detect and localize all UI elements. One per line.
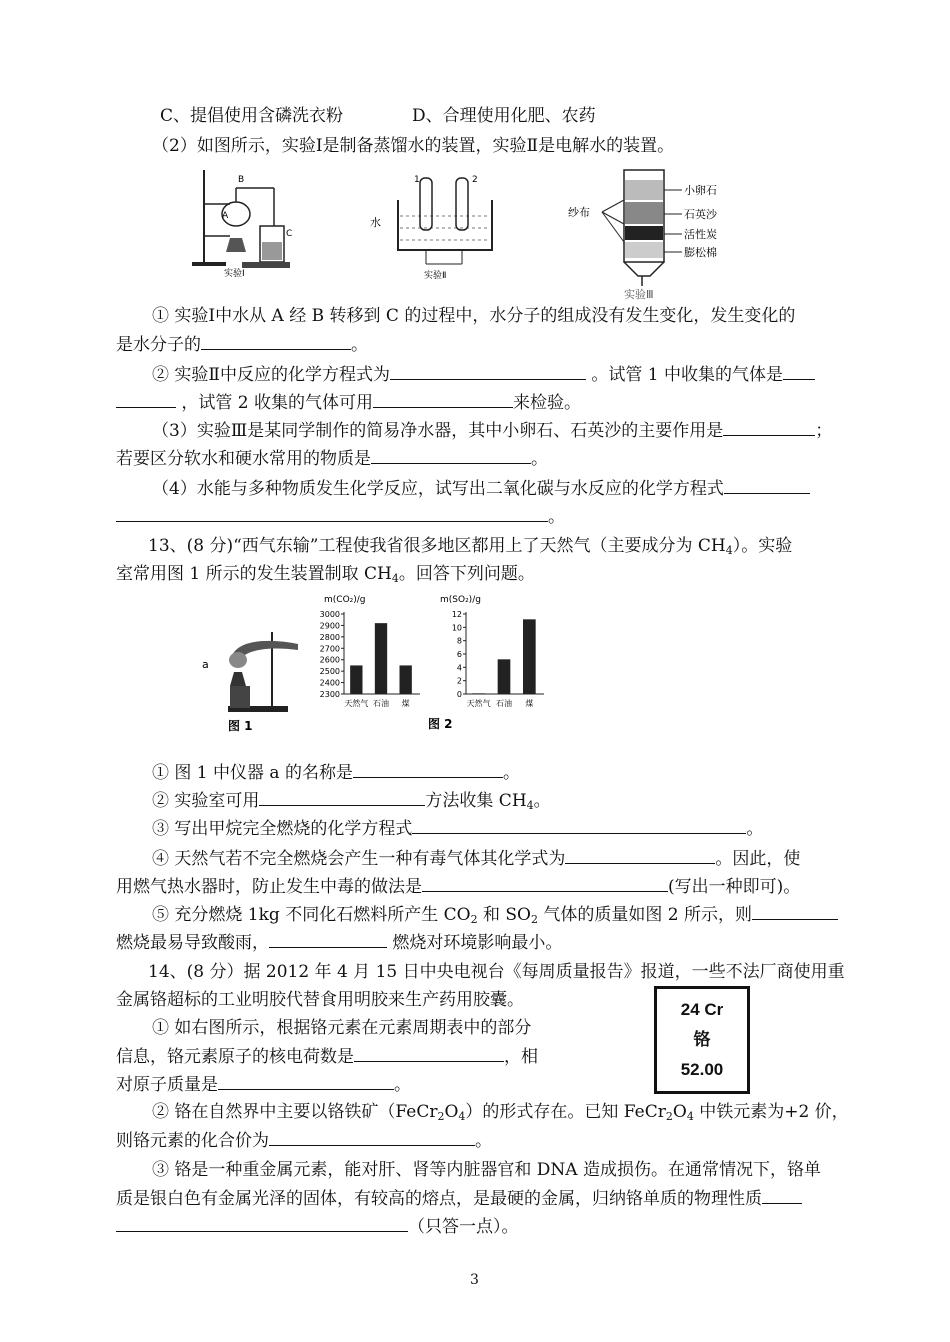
q14-intro-line2: 金属铬超标的工业明胶代替食用明胶来生产药用胶囊。 xyxy=(116,990,524,1010)
blank[interactable] xyxy=(371,446,531,464)
figure-1-caption: 图 1 xyxy=(228,719,253,733)
q14-s1-line3: 对原子质量是 。 xyxy=(116,1072,411,1097)
blank[interactable] xyxy=(116,504,548,522)
label-b: B xyxy=(238,175,245,185)
q13-s4-line2: 用燃气热水器时，防止发生中毒的做法是 (写出一种即可)。 xyxy=(116,874,800,899)
q14-s3-line3: （只答一点）。 xyxy=(116,1214,519,1239)
chart1-bar xyxy=(400,665,412,694)
blank[interactable] xyxy=(116,1214,408,1232)
chart2-ytick-label: 12 xyxy=(451,610,462,619)
q13-s1: ① 图 1 中仪器 a 的名称是 。 xyxy=(152,760,520,785)
q13-s5-line2: 燃烧最易导致酸雨， 燃烧对环境影响最小。 xyxy=(116,930,562,955)
layer-activated-carbon: 活性炭 xyxy=(684,228,717,241)
q14-s2-line1: ② 铬在自然界中主要以铬铁矿$(FeCr_2O_4)$的形式存在。已知 $FeCr_2O_4$ 中铁元素为+2 价， xyxy=(152,1102,849,1123)
option-c: C、提倡使用含磷洗衣粉 xyxy=(160,106,344,126)
experiment-2-figure xyxy=(368,170,504,280)
chart2-category-label: 石油 xyxy=(496,699,512,708)
periodic-table-cell xyxy=(654,986,750,1094)
blank[interactable] xyxy=(354,1044,504,1062)
chart1-category-label: 煤 xyxy=(401,699,410,708)
chart2-ytick-label: 0 xyxy=(456,690,462,699)
q12-s4-line2: 。 xyxy=(116,504,565,529)
chart1-category-label: 天然气 xyxy=(344,699,369,708)
chart1-category-label: 石油 xyxy=(373,699,389,708)
figure-2-charts xyxy=(310,590,570,736)
chart2-bar xyxy=(523,619,536,694)
chart1-ylabel: m(CO₂)/g xyxy=(324,595,366,605)
q12-s2-line1: ② 实验Ⅱ中反应的化学方程式为 。试管 1 中收集的气体是 xyxy=(152,362,815,387)
q12-s1-line1: ① 实验Ⅰ中水从 A 经 B 转移到 C 的过程中，水分子的组成没有发生变化，发生变化的 xyxy=(152,306,796,326)
chart2-bar xyxy=(472,693,485,694)
chart1-bar xyxy=(350,665,362,694)
chart1-ytick-label: 3000 xyxy=(319,610,340,619)
q14-intro-line1: 14、(8 分）据 2012 年 4 月 15 日中央电视台《每周质量报告》报道，一些不法厂商使用重 xyxy=(148,962,845,982)
instrument-a-label: a xyxy=(202,658,209,671)
chart2-category-label: 天然气 xyxy=(466,699,491,708)
blank[interactable] xyxy=(373,390,513,408)
water-label: 水 xyxy=(370,216,381,229)
cloth-label: 纱布 xyxy=(568,206,590,219)
blank[interactable] xyxy=(353,760,503,778)
layer-pebbles: 小卵石 xyxy=(684,184,717,197)
blank[interactable] xyxy=(565,846,715,864)
q13-s2: ② 实验室可用 方法收集 $CH_4$。 xyxy=(152,788,551,813)
chart2-bar xyxy=(498,659,511,694)
blank[interactable] xyxy=(269,1128,475,1146)
q14-s3-line2: 质是银白色有金属光泽的固体，有较高的熔点，是最硬的金属，归纳铬单质的物理性质 xyxy=(116,1186,802,1211)
chart2-ytick-label: 4 xyxy=(456,663,462,673)
blank[interactable] xyxy=(201,332,351,350)
layer-cotton: 膨松棉 xyxy=(684,246,717,259)
blank[interactable] xyxy=(269,930,387,948)
experiment-3-figure xyxy=(566,166,746,300)
blank[interactable] xyxy=(783,362,815,380)
page-number: 3 xyxy=(470,1272,479,1288)
blank[interactable] xyxy=(259,788,425,806)
chart1-bar xyxy=(375,623,387,694)
fig3-caption: 实验Ⅲ xyxy=(624,288,654,300)
chart2-ylabel: m(SO₂)/g xyxy=(440,595,481,605)
tube-1-label: 1 xyxy=(414,175,420,185)
blank[interactable] xyxy=(390,362,586,380)
chart2-ytick-label: 2 xyxy=(456,676,462,686)
q14-s1-line2: 信息，铬元素原子的核电荷数是 ，相 xyxy=(116,1044,538,1069)
q12-s3-line2: 若要区分软水和硬水常用的物质是 。 xyxy=(116,446,548,471)
blank[interactable] xyxy=(422,874,668,892)
blank[interactable] xyxy=(218,1072,394,1090)
chart2-ytick-label: 10 xyxy=(451,623,462,633)
q13-s3: ③ 写出甲烷完全燃烧的化学方程式 。 xyxy=(152,816,763,841)
blank[interactable] xyxy=(116,390,176,408)
chart1-ytick-label: 2500 xyxy=(319,667,340,677)
blank[interactable] xyxy=(752,902,838,920)
q13-intro-line2: 室常用图 1 所示的发生装置制取 $CH_4$。回答下列问题。 xyxy=(116,564,535,585)
chart1-ytick-label: 2300 xyxy=(319,690,340,699)
chart2-category-label: 煤 xyxy=(525,699,534,708)
blank[interactable] xyxy=(724,476,810,494)
fig1-caption: 实验Ⅰ xyxy=(224,269,245,278)
figure-1-apparatus xyxy=(198,626,308,734)
element-number-symbol: 24 Cr xyxy=(680,1000,724,1019)
blank[interactable] xyxy=(762,1186,802,1204)
chart1-ytick-label: 2800 xyxy=(319,632,340,642)
blank[interactable] xyxy=(723,418,815,436)
label-c: C xyxy=(286,229,293,239)
q12-part2-intro: （2）如图所示，实验Ⅰ是制备蒸馏水的装置，实验Ⅱ是电解水的装置。 xyxy=(152,136,675,156)
q12-s3-line1: （3）实验Ⅲ是某同学制作的简易净水器，其中小卵石、石英沙的主要作用是 ； xyxy=(152,418,832,443)
experiment-1-figure xyxy=(186,166,296,278)
q12-s4-line1: （4）水能与多种物质发生化学反应，试写出二氧化碳与水反应的化学方程式 xyxy=(152,476,810,501)
q13-intro-line1: 13、(8 分)“西气东输”工程使我省很多地区都用上了天然气（主要成分为 $CH_4$）。实验 xyxy=(148,536,793,557)
q12-s1-line2: 是水分子的 。 xyxy=(116,332,368,357)
chart1-ytick-label: 2900 xyxy=(319,621,340,631)
chart2-ytick-label: 6 xyxy=(456,650,462,659)
chart1-ytick-label: 2600 xyxy=(319,655,340,665)
element-mass: 52.00 xyxy=(680,1060,724,1079)
tube-2-label: 2 xyxy=(472,175,478,185)
element-name: 铬 xyxy=(693,1030,711,1049)
fig2-caption: 实验Ⅱ xyxy=(424,271,447,280)
chart2-ytick-label: 8 xyxy=(456,636,462,646)
q14-s1-line1: ① 如右图所示，根据铬元素在元素周期表中的部分 xyxy=(152,1018,532,1038)
q13-s4-line1: ④ 天然气若不完全燃烧会产生一种有毒气体其化学式为 。因此，使 xyxy=(152,846,800,871)
q14-s3-line1: ③ 铬是一种重金属元素，能对肝、肾等内脏器官和 DNA 造成损伤。在通常情况下，铬单 xyxy=(152,1160,821,1180)
blank[interactable] xyxy=(412,816,746,834)
figure-2-caption: 图 2 xyxy=(428,717,453,731)
layer-quartz-sand: 石英沙 xyxy=(684,208,717,221)
label-a: A xyxy=(222,211,229,221)
chart1-ytick-label: 2700 xyxy=(319,644,340,654)
option-d: D、合理使用化肥、农药 xyxy=(412,106,596,126)
q14-s2-line2: 则铬元素的化合价为 。 xyxy=(116,1128,492,1153)
chart1-ytick-label: 2400 xyxy=(319,678,340,688)
q13-s5-line1: ⑤ 充分燃烧 1kg 不同化石燃料所产生 $CO_2$ 和 $SO_2$ 气体的质量如图 2 所示，则 xyxy=(152,902,838,927)
q12-s2-line2: ，试管 2 收集的气体可用 来检验。 xyxy=(116,390,581,415)
